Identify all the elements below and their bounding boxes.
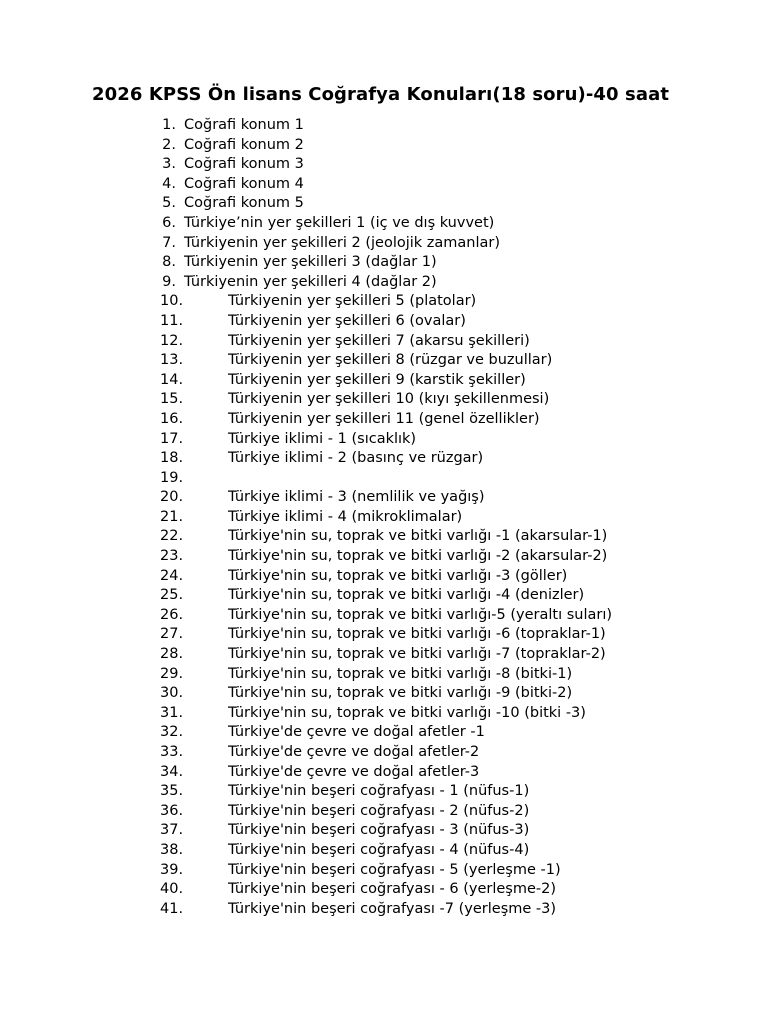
list-item-text: Türkiye iklimi - 1 (sıcaklık) [228,430,417,447]
list-item-number: 20. [160,489,184,506]
list-item-text: Türkiye'nin su, toprak ve bitki varlığı -2 (akarsular-2) [228,548,608,565]
list-item-text: Coğrafi konum 1 [184,117,304,133]
list-item-number: 33. [160,744,184,760]
list-item-number: 19. [160,469,184,486]
list-item-text: Coğrafi konum 3 [184,156,304,173]
list-item-number: 30. [160,685,184,702]
list-item-text: Türkiye'nin beşeri coğrafyası - 3 (nüfus-3) [228,822,530,839]
list-item-text: Türkiye iklimi - 2 (basınç ve rüzgar) [228,450,484,467]
list-item-number: 31. [160,704,184,721]
list-item-text: Türkiye'nin su, toprak ve bitki varlığı -6 (topraklar-1) [228,626,606,643]
list-item-text: Türkiyenin yer şekilleri 8 (rüzgar ve buzullar) [228,352,553,369]
list-item-text: Türkiyenin yer şekilleri 7 (akarsu şekilleri) [228,332,530,349]
list-item-number: 35. [160,783,184,800]
list-item-number: 23. [160,548,184,565]
list-item-number: 5. [162,195,176,212]
list-item-number: 28. [160,646,184,663]
list-item-text: Türkiyenin yer şekilleri 6 (ovalar) [228,312,466,329]
list-item-text: Türkiye'nin beşeri coğrafyası - 1 (nüfus-1) [228,783,530,800]
list-item-number: 22. [160,528,184,545]
list-item-number: 3. [162,156,176,173]
list-item-number: 41. [160,900,184,917]
list-item-number: 29. [160,665,184,682]
list-item-number: 1. [162,117,176,133]
list-item-number: 15. [160,391,184,408]
list-item-text: Türkiye'nin su, toprak ve bitki varlığı-5 (yeraltı suları) [228,606,613,623]
list-item-number: 4. [162,175,176,192]
list-item-text: Türkiye'nin su, toprak ve bitki varlığı -7 (topraklar-2) [228,646,606,663]
list-item-number: 10. [160,293,184,310]
list-item-text: Türkiye'nin su, toprak ve bitki varlığı -1 (akarsular-1) [228,528,608,545]
list-item-text: Türkiyenin yer şekilleri 10 (kıyı şekillenmesi) [228,391,550,408]
list-item-text: Türkiyenin yer şekilleri 5 (platolar) [228,293,477,310]
list-item-text: Türkiye'nin beşeri coğrafyası - 6 (yerleşme-2) [228,881,557,898]
list-item-text: Türkiye'de çevre ve doğal afetler -1 [228,724,485,741]
list-item-number: 21. [160,508,184,525]
list-item-text: Türkiye'nin beşeri coğrafyası - 5 (yerleşme -1) [228,861,561,878]
list-item-number: 27. [160,626,184,643]
list-item-number: 32. [160,724,184,741]
list-item-number: 13. [160,352,184,369]
list-item-number: 14. [160,371,184,388]
list-item-number: 25. [160,587,184,604]
list-item-text: Türkiye’nin yer şekilleri 1 (iç ve dış kuvvet) [184,214,495,231]
list-item-number: 38. [160,841,184,858]
list-item-text: Türkiyenin yer şekilleri 9 (karstik şekiller) [228,371,526,388]
list-item-text: Coğrafi konum 5 [184,195,304,212]
list-item-text: Türkiye'nin su, toprak ve bitki varlığı -8 (bitki-1) [228,665,573,682]
page-title: 2026 KPSS Ön lisans Coğrafya Konuları(18 soru)-40 saat [92,84,670,105]
list-item-number: 36. [160,802,184,819]
list-item-text: Türkiye'nin su, toprak ve bitki varlığı -3 (göller) [228,567,568,584]
list-item-text: Türkiye'nin su, toprak ve bitki varlığı -10 (bitki -3) [228,704,586,721]
list-item-text: Türkiye'de çevre ve doğal afetler-3 [228,763,480,780]
list-item-number: 39. [160,861,184,878]
list-item-number: 17. [160,430,184,447]
list-item-text: Türkiye'nin beşeri coğrafyası - 2 (nüfus-2) [228,802,530,819]
list-item-number: 24. [160,567,184,584]
list-item-number: 2. [162,136,176,153]
list-item-text: Türkiyenin yer şekilleri 11 (genel özellikler) [228,410,540,427]
list-item-text: Türkiye'nin su, toprak ve bitki varlığı -9 (bitki-2) [228,685,573,702]
list-item-number: 40. [160,881,184,898]
list-item-text: Türkiye'nin su, toprak ve bitki varlığı -4 (denizler) [228,587,585,604]
list-item-number: 16. [160,410,184,427]
list-item-number: 37. [160,822,184,839]
list-item-number: 7. [162,234,176,251]
list-item-number: 9. [162,273,176,290]
list-item-number: 18. [160,450,184,467]
list-item-number: 34. [160,763,184,780]
list-item-number: 6. [162,214,176,231]
list-item-text: Türkiyenin yer şekilleri 3 (dağlar 1) [184,254,437,271]
list-item-text: Türkiyenin yer şekilleri 2 (jeolojik zamanlar) [184,234,501,251]
list-item-number: 8. [162,254,176,271]
list-item-number: 11. [160,312,184,329]
list-item-number: 26. [160,606,184,623]
list-item-text: Türkiye'de çevre ve doğal afetler-2 [228,744,480,760]
list-item-number: 12. [160,332,184,349]
list-item-text: Türkiye'nin beşeri coğrafyası - 4 (nüfus-4) [228,841,530,858]
list-item-text: Türkiye iklimi - 3 (nemlilik ve yağış) [228,489,485,506]
list-item-text: Türkiyenin yer şekilleri 4 (dağlar 2) [184,273,437,290]
list-item-text: Coğrafi konum 4 [184,175,304,192]
list-item-text: Türkiye iklimi - 4 (mikroklimalar) [228,508,463,525]
list-item-text: Coğrafi konum 2 [184,136,304,153]
list-item-text: Türkiye'nin beşeri coğrafyası -7 (yerleşme -3) [228,900,557,917]
